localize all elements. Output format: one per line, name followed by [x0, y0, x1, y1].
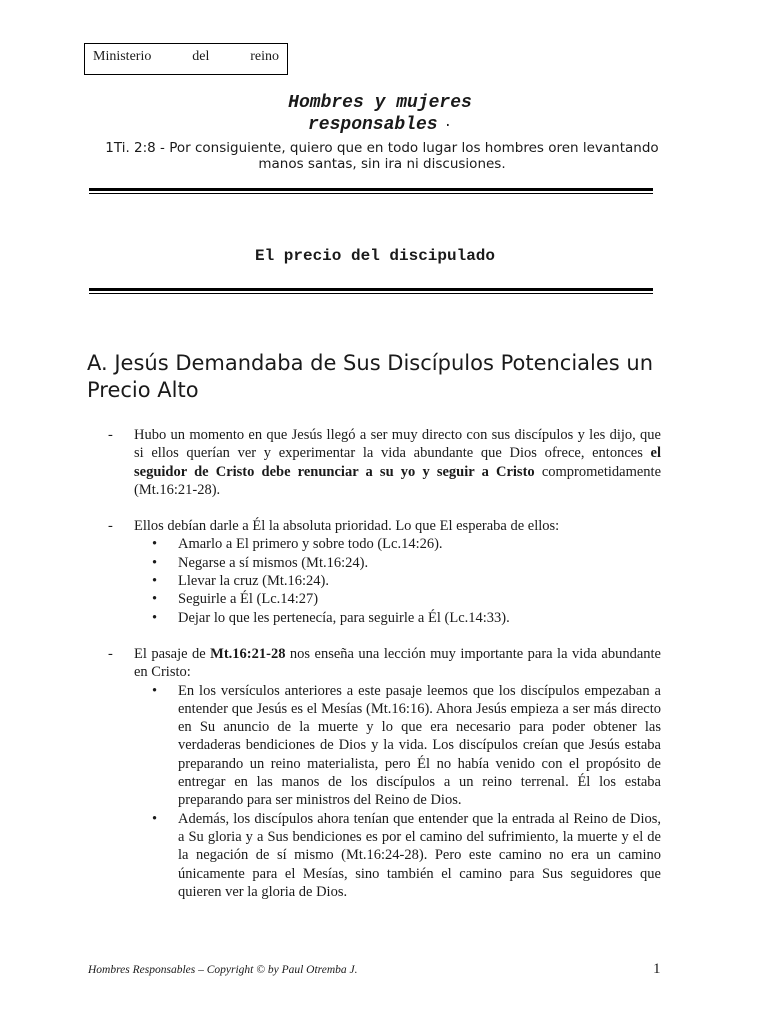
bullet-text: Llevar la cruz (Mt.16:24).: [178, 573, 329, 590]
bullet-item: [152, 572, 661, 590]
bullet-glyph: •: [152, 609, 158, 626]
item-text-intro: [134, 645, 661, 682]
item-text: [134, 426, 661, 499]
list-item: [108, 645, 661, 901]
item-text-part: nos enseña una lección muy importante para la vida abundante en Cristo:: [134, 645, 661, 681]
bullet-text: En los versículos anteriores a este pasaje leemos que los discípulos empezaban a entender que Jesús es el Mesías (Mt.16:16). Ahora Jesús empieza a ser más directo en Su anuncio de la muerte y lo que era necesario para poder obtener las verdaderas bendiciones de Dios y la vida. Los discípulos creían que Jesús estaba preparando un reino materialista, pero Él no había venido con el propósito de entregar en las manos de los discípulos a un reino terrenal. Él los estaba preparando para ser ministros del Reino de Dios.: [178, 682, 661, 809]
bullet-glyph: •: [152, 810, 158, 827]
item-text-part: Ellos debían darle a Él la absoluta prioridad. Lo que El esperaba de ellos:: [134, 518, 560, 535]
footer-copyright: Hombres Responsables – Copyright © by Paul Otremba J.: [88, 964, 358, 976]
item-dash: -: [108, 645, 113, 662]
item-text-part: El pasaje de: [134, 645, 211, 662]
bullet-text: Negarse a sí mismos (Mt.16:24).: [178, 554, 369, 571]
series-title-dot: ·: [443, 118, 453, 134]
verse-quote: 1Ti. 2:8 - Por consiguiente, quiero que en todo lugar los hombres oren levantando manos santas, sin ira ni discusiones.: [105, 140, 659, 172]
lesson-title: El precio del discipulado: [254, 247, 496, 265]
bullet-glyph: •: [152, 573, 158, 590]
bullet-item: [152, 609, 661, 627]
bullet-list: [134, 682, 661, 902]
bullet-text: Seguirle a Él (Lc.14:27): [178, 591, 319, 608]
bullet-item: [152, 810, 661, 901]
bullet-item: [152, 535, 661, 553]
series-title-line-2: [200, 114, 560, 137]
bullet-glyph: •: [152, 536, 158, 553]
bullet-item: [152, 554, 661, 572]
item-text: [134, 645, 661, 901]
divider-bottom: [89, 288, 653, 294]
bullet-text: Amarlo a El primero y sobre todo (Lc.14:26).: [178, 536, 443, 553]
series-title-line-1: Hombres y mujeres: [288, 93, 472, 113]
series-title: [200, 92, 560, 137]
item-text: [134, 517, 661, 627]
divider-top: [89, 188, 653, 194]
item-dash: -: [108, 518, 113, 535]
bullet-item: [152, 682, 661, 810]
ministry-word-2: del: [192, 49, 210, 64]
ministry-word-1: Ministerio: [93, 49, 152, 64]
ministry-word-3: reino: [250, 49, 279, 64]
series-title-line-2-text: responsables: [307, 115, 438, 135]
content-body: [108, 426, 661, 901]
item-text-bold: Mt.16:21-28: [210, 645, 286, 662]
ministry-header-box: [84, 43, 288, 75]
item-text-bold: el seguidor de Cristo debe renunciar a su yo y seguir a Cristo: [134, 445, 661, 480]
list-item: [108, 517, 661, 627]
bullet-text: Dejar lo que les pertenecía, para seguirle a Él (Lc.14:33).: [178, 609, 510, 626]
list-item: [108, 426, 661, 499]
bullet-item: [152, 590, 661, 608]
bullet-glyph: •: [152, 554, 158, 571]
bullet-glyph: •: [152, 591, 158, 608]
page-number: 1: [653, 961, 661, 977]
item-text-part: Hubo un momento en que Jesús llegó a ser muy directo con sus discípulos y les dijo, que si ellos querían ver y experimentar la vida abundante que Dios ofrece, entonces: [134, 427, 661, 462]
bullet-glyph: •: [152, 682, 158, 699]
bullet-list: [134, 535, 661, 626]
bullet-text: Además, los discípulos ahora tenían que entender que la entrada al Reino de Dios, a Su gloria y a Sus bendiciones es por el camino del sufrimiento, la muerte y el de la negación de sí mismo (Mt.16:24-28). Pero este camino no era un camino únicamente para el Mesías, sino también el camino para Sus seguidores que quieren ver la gloria de Dios.: [178, 810, 661, 900]
section-heading: A. Jesús Demandaba de Sus Discípulos Potenciales un Precio Alto: [87, 351, 654, 402]
item-dash: -: [108, 427, 113, 443]
item-text-part: comprometidamente (Mt.16:21-28).: [134, 463, 662, 498]
